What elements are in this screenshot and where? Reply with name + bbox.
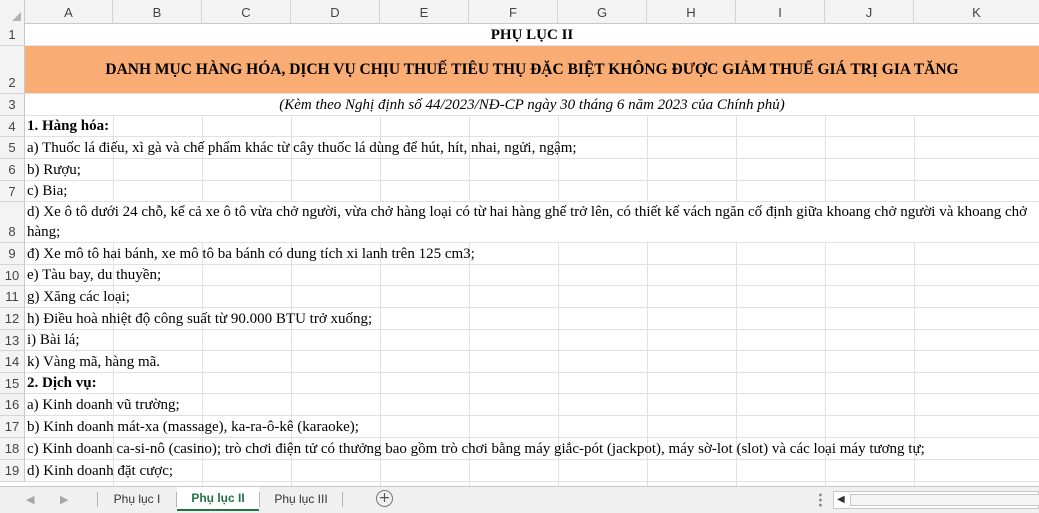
column-header-a[interactable]: A	[25, 0, 113, 24]
cell-a8: d) Xe ô tô dưới 24 chỗ, kể cả xe ô tô vừa chở người, vừa chở hàng loại có từ hai hàng ghế trở lên, có thiết kế vách ngăn cố định giữa khoang chở người và khoang chở hàng;	[27, 204, 1028, 240]
column-header-i[interactable]: I	[736, 0, 825, 24]
row-6[interactable]	[25, 159, 1039, 181]
cell-a12: h) Điều hoà nhiệt độ công suất từ 90.000 BTU trở xuống;	[27, 311, 373, 327]
row-header-4[interactable]: 4	[0, 116, 25, 137]
row-header-10[interactable]: 10	[0, 265, 25, 286]
row-10[interactable]	[25, 265, 1039, 286]
row-header-14[interactable]: 14	[0, 351, 25, 373]
row-header-19[interactable]: 19	[0, 460, 25, 482]
row-header-13[interactable]: 13	[0, 330, 25, 351]
row-15[interactable]	[25, 373, 1039, 394]
row-11[interactable]	[25, 286, 1039, 308]
cell-a5: a) Thuốc lá điếu, xì gà và chế phẩm khác từ cây thuốc lá dùng để hút, hít, nhai, ngửi, ngậm;	[27, 140, 577, 156]
cell-a11: g) Xăng các loại;	[27, 289, 130, 305]
row-header-8[interactable]: 8	[0, 202, 25, 243]
horizontal-scrollbar[interactable]	[833, 491, 1039, 509]
row-7[interactable]	[25, 181, 1039, 202]
row-9[interactable]	[25, 243, 1039, 265]
appendix-title: PHỤ LỤC II	[490, 27, 574, 43]
sheet-tab-phu-luc-2[interactable]: Phụ lục II	[177, 487, 259, 511]
row-16[interactable]	[25, 394, 1039, 416]
cell-area[interactable]	[25, 24, 1039, 486]
sheet-tab-bar	[0, 486, 1039, 513]
row-header-9[interactable]: 9	[0, 243, 25, 265]
row-header-12[interactable]: 12	[0, 308, 25, 330]
column-header-k[interactable]: K	[972, 4, 981, 20]
cell-a14: k) Vàng mã, hàng mã.	[27, 354, 161, 370]
cell-a10: e) Tàu bay, du thuyền;	[27, 267, 162, 283]
row-18[interactable]	[25, 438, 1039, 460]
triangle-right-icon[interactable]: ▶	[60, 493, 69, 506]
row-14[interactable]	[25, 351, 1039, 373]
cell-a6: b) Rượu;	[27, 162, 81, 178]
row-4[interactable]	[25, 116, 1039, 137]
row-13[interactable]	[25, 330, 1039, 351]
row-header-1[interactable]: 1	[0, 24, 25, 46]
cell-a19: d) Kinh doanh đặt cược;	[27, 463, 174, 479]
column-header-bar	[0, 0, 1039, 24]
row-header-7[interactable]: 7	[0, 181, 25, 202]
row-header-3[interactable]: 3	[0, 94, 25, 116]
list-heading: DANH MỤC HÀNG HÓA, DỊCH VỤ CHỊU THUẾ TIÊU THỤ ĐẶC BIỆT KHÔNG ĐƯỢC GIẢM THUẾ GIÁ TRỊ GIA TĂNG	[105, 61, 959, 78]
decree-reference: (Kèm theo Nghị định số 44/2023/NĐ-CP ngày 30 tháng 6 năm 2023 của Chính phủ)	[279, 97, 785, 113]
row-5[interactable]	[25, 137, 1039, 159]
tab-split-handle-icon[interactable]: • • •	[814, 492, 825, 507]
column-header-g[interactable]: G	[558, 0, 647, 24]
cell-a18: c) Kinh doanh ca-si-nô (casino); trò chơi điện tử có thưởng bao gồm trò chơi bằng máy giắc-pót (jackpot), máy sờ-lot (slot) và các loại máy tương tự;	[27, 441, 925, 457]
row-header-2[interactable]: 2	[0, 46, 25, 94]
column-header-c[interactable]: C	[202, 0, 291, 24]
row-header-6[interactable]: 6	[0, 159, 25, 181]
cell-a17: b) Kinh doanh mát-xa (massage), ka-ra-ô-kê (karaoke);	[27, 419, 359, 435]
row-header-16[interactable]: 16	[0, 394, 25, 416]
row-header-17[interactable]: 17	[0, 416, 25, 438]
row-header-18[interactable]: 18	[0, 438, 25, 460]
row-2[interactable]	[25, 46, 1039, 94]
column-header-d[interactable]: D	[291, 0, 380, 24]
arrow-left-icon[interactable]: ◀	[837, 494, 845, 505]
sheet-tab-phu-luc-1[interactable]: Phụ lục I	[113, 492, 161, 506]
cell-a7: c) Bia;	[27, 183, 68, 199]
column-header-f[interactable]: F	[469, 0, 558, 24]
row-8[interactable]	[25, 202, 1039, 243]
row-12[interactable]	[25, 308, 1039, 330]
row-1[interactable]	[25, 24, 1039, 46]
plus-circle-icon[interactable]: +	[376, 490, 393, 507]
row-header-5[interactable]: 5	[0, 137, 25, 159]
section-services-heading: 2. Dịch vụ:	[27, 375, 97, 391]
triangle-left-icon[interactable]: ◀	[26, 493, 35, 506]
row-header-15[interactable]: 15	[0, 373, 25, 394]
column-header-h[interactable]: H	[647, 0, 736, 24]
select-all-corner[interactable]	[0, 0, 25, 24]
column-header-j[interactable]: J	[825, 0, 914, 24]
cell-a9: đ) Xe mô tô hai bánh, xe mô tô ba bánh có dung tích xi lanh trên 125 cm3;	[27, 246, 475, 262]
cell-a16: a) Kinh doanh vũ trường;	[27, 397, 180, 413]
section-goods-heading: 1. Hàng hóa:	[27, 118, 110, 134]
row-17[interactable]	[25, 416, 1039, 438]
column-header-b[interactable]: B	[113, 0, 202, 24]
row-19[interactable]	[25, 460, 1039, 482]
sheet-tab-phu-luc-3[interactable]: Phụ lục III	[274, 492, 328, 506]
cell-a13: i) Bài lá;	[27, 332, 80, 348]
scrollbar-thumb[interactable]	[850, 494, 1039, 506]
row-header-11[interactable]: 11	[0, 286, 25, 308]
row-3[interactable]	[25, 94, 1039, 116]
column-header-e[interactable]: E	[380, 0, 469, 24]
